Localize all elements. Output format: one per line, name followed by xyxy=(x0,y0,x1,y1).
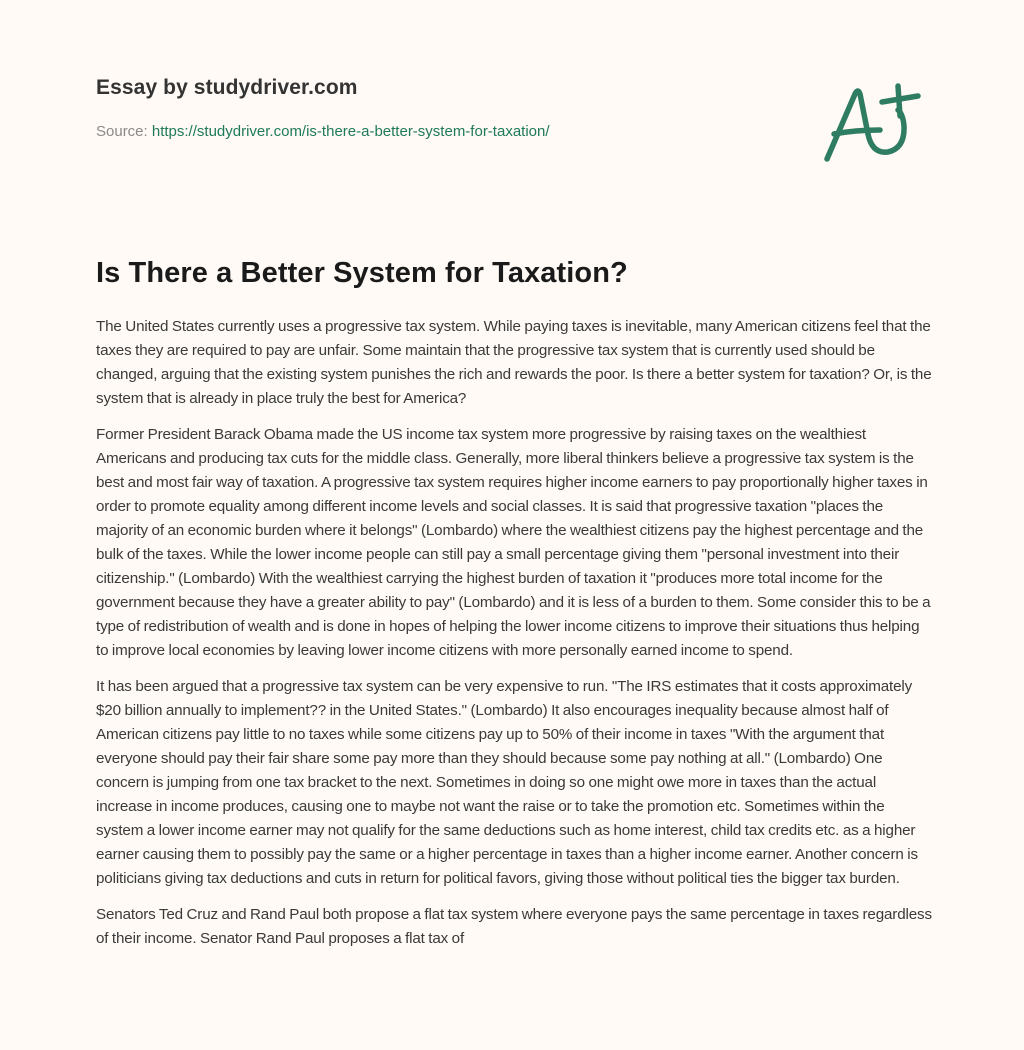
site-title: Essay by studydriver.com xyxy=(96,76,358,99)
a-plus-grade-icon xyxy=(820,64,930,164)
essay-title: Is There a Better System for Taxation? xyxy=(96,257,628,289)
essay-paragraph: The United States currently uses a progressive tax system. While paying taxes is inevitable, many American citizens feel that the taxes they are required to pay are unfair. Some maintain that the progressive tax system that is currently used should be changed, arguing that the existing system punishes the rich and rewards the poor. Is there a better system for taxation? Or, is the system that is already in place truly the best for America? xyxy=(96,318,932,407)
source-link[interactable]: https://studydriver.com/is-there-a-better-system-for-taxation/ xyxy=(151,123,550,140)
essay-paragraph: Former President Barack Obama made the US income tax system more progressive by raising taxes on the wealthiest Americans and producing tax cuts for the middle class. Generally, more liberal thinkers believe a progressive tax system is the best and most fair way of taxation. A progressive tax system requires higher income earners to pay proportionally higher taxes in order to promote equality among different income levels and social classes. It is said that progressive taxation "places the majority of an economic burden where it belongs" (Lombardo) where the wealthiest citizens pay the highest percentage and the bulk of the taxes. While the lower income people can still pay a small percentage giving them "personal investment into their citizenship." (Lombardo) With the wealthiest carrying the highest burden of taxation it "produces more total income for the government because they have a greater ability to pay" (Lombardo) and it is less of a burden to them. Some consider this to be a type of redistribution of wealth and is done in hopes of helping the lower income citizens to improve their situations thus helping to improve local economies by leaving lower income citizens with more personally earned income to spend. xyxy=(96,426,931,659)
page-header xyxy=(96,0,932,200)
essay-paragraph: Senators Ted Cruz and Rand Paul both propose a flat tax system where everyone pays the same percentage in taxes regardless of their income. Senator Rand Paul proposes a flat tax of xyxy=(96,906,932,947)
source-label: Source: xyxy=(96,123,148,140)
essay-page xyxy=(96,0,932,947)
essay-paragraph: It has been argued that a progressive tax system can be very expensive to run. "The IRS estimates that it costs approximately $20 billion annually to implement?? in the United States." (Lombardo) It also encourages inequality because almost half of American citizens pay little to no taxes while some citizens pay up to 50% of their income in taxes "With the argument that everyone should pay their fair share some pay more than they should because some pay nothing at all." (Lombardo) One concern is jumping from one tax bracket to the next. Sometimes in doing so one might owe more in taxes than the actual increase in income produces, causing one to maybe not want the raise or to take the promotion etc. Sometimes within the system a lower income earner may not qualify for the same deductions such as home interest, child tax credits etc. as a higher earner causing them to possibly pay the same or a higher percentage in taxes than a higher income earner. Another concern is politicians giving tax deductions and cuts in return for political favors, giving those without political ties the bigger tax burden. xyxy=(96,678,918,887)
essay-body xyxy=(96,315,932,963)
source-line xyxy=(96,123,550,140)
